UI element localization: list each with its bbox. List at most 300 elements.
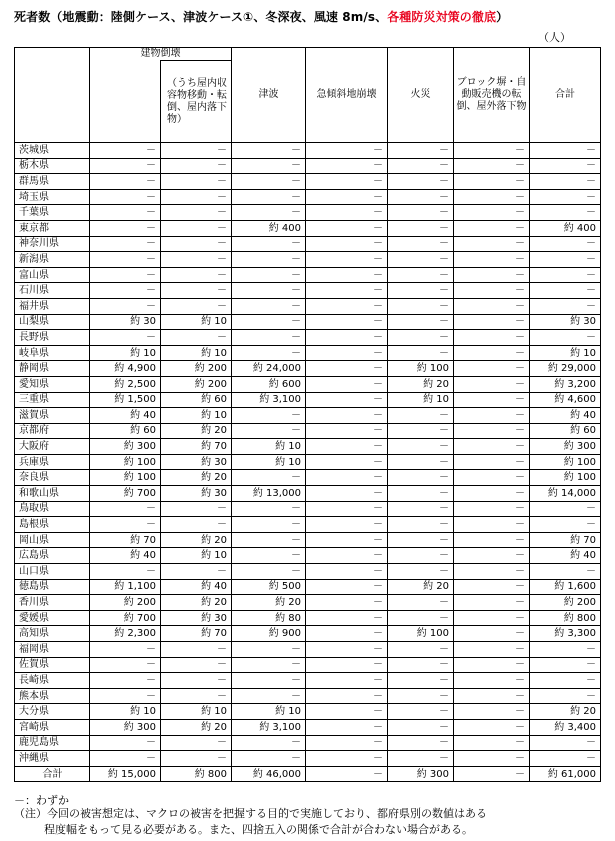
value-cell: － (232, 735, 306, 751)
prefecture-cell: 山梨県 (15, 314, 90, 330)
value-cell: － (454, 423, 530, 439)
value-cell: 約 200 (161, 361, 232, 377)
value-cell: － (388, 673, 454, 689)
value-cell: － (232, 642, 306, 658)
value-cell: － (90, 501, 161, 517)
value-cell: 約 3,400 (530, 719, 601, 735)
value-cell: － (388, 704, 454, 720)
value-cell: － (161, 267, 232, 283)
value-cell: － (232, 517, 306, 533)
header-block: ブロック塀・自動販売機の転倒、屋外落下物 (454, 48, 530, 143)
value-cell: － (530, 564, 601, 580)
value-cell: 約 400 (232, 220, 306, 236)
value-cell: 約 400 (530, 220, 601, 236)
value-cell: － (306, 345, 388, 361)
prefecture-cell: 和歌山県 (15, 486, 90, 502)
value-cell: － (306, 766, 388, 782)
value-cell: 約 20 (388, 579, 454, 595)
value-cell: － (306, 532, 388, 548)
value-cell: － (454, 501, 530, 517)
value-cell: 約 1,500 (90, 392, 161, 408)
value-cell: － (530, 267, 601, 283)
value-cell: 約 60 (530, 423, 601, 439)
value-cell: － (90, 642, 161, 658)
table-row (15, 719, 601, 735)
value-cell: 約 10 (232, 454, 306, 470)
value-cell: － (454, 673, 530, 689)
value-cell: 約 10 (161, 704, 232, 720)
value-cell: － (161, 735, 232, 751)
value-cell: － (90, 657, 161, 673)
value-cell: － (530, 735, 601, 751)
value-cell: － (454, 548, 530, 564)
value-cell: － (454, 751, 530, 767)
value-cell: － (306, 330, 388, 346)
table-row (15, 205, 601, 221)
value-cell: － (454, 688, 530, 704)
value-cell: 約 100 (90, 470, 161, 486)
table-row (15, 735, 601, 751)
value-cell: 約 700 (90, 486, 161, 502)
value-cell: － (454, 626, 530, 642)
table-row (15, 361, 601, 377)
value-cell: － (454, 252, 530, 268)
value-cell: 約 1,600 (530, 579, 601, 595)
value-cell: － (161, 688, 232, 704)
value-cell: 約 3,300 (530, 626, 601, 642)
value-cell: － (306, 626, 388, 642)
value-cell: － (232, 408, 306, 424)
prefecture-cell: 鳥取県 (15, 501, 90, 517)
prefecture-cell: 茨城県 (15, 143, 90, 159)
value-cell: － (388, 267, 454, 283)
casualty-table (14, 47, 601, 782)
value-cell: 約 500 (232, 579, 306, 595)
value-cell: － (161, 220, 232, 236)
header-total: 合計 (530, 48, 601, 143)
table-row (15, 532, 601, 548)
value-cell: － (90, 267, 161, 283)
value-cell: － (388, 330, 454, 346)
value-cell: － (454, 439, 530, 455)
table-row (15, 579, 601, 595)
value-cell: － (454, 158, 530, 174)
prefecture-cell: 新潟県 (15, 252, 90, 268)
value-cell: － (232, 252, 306, 268)
value-cell: － (161, 236, 232, 252)
prefecture-cell: 山口県 (15, 564, 90, 580)
value-cell: － (306, 314, 388, 330)
value-cell: － (388, 517, 454, 533)
value-cell: － (306, 673, 388, 689)
value-cell: － (90, 330, 161, 346)
value-cell: 約 40 (161, 579, 232, 595)
header-fire: 火災 (388, 48, 454, 143)
value-cell: － (306, 486, 388, 502)
value-cell: － (454, 345, 530, 361)
table-row (15, 158, 601, 174)
value-cell: 約 60 (90, 423, 161, 439)
value-cell: － (90, 735, 161, 751)
value-cell: － (306, 610, 388, 626)
value-cell: － (306, 517, 388, 533)
value-cell: － (388, 143, 454, 159)
value-cell: 約 80 (232, 610, 306, 626)
value-cell: － (530, 688, 601, 704)
value-cell: － (454, 376, 530, 392)
value-cell: 約 200 (90, 595, 161, 611)
value-cell: 約 30 (530, 314, 601, 330)
value-cell: － (388, 298, 454, 314)
value-cell: 約 300 (90, 439, 161, 455)
value-cell: 約 100 (530, 454, 601, 470)
prefecture-cell: 福岡県 (15, 642, 90, 658)
value-cell: 約 61,000 (530, 766, 601, 782)
value-cell: － (388, 595, 454, 611)
value-cell: － (454, 642, 530, 658)
value-cell: － (90, 236, 161, 252)
value-cell: － (306, 252, 388, 268)
value-cell: － (306, 189, 388, 205)
value-cell: － (232, 189, 306, 205)
value-cell: 約 900 (232, 626, 306, 642)
value-cell: － (90, 205, 161, 221)
value-cell: － (90, 517, 161, 533)
value-cell: － (388, 657, 454, 673)
title-highlight: 各種防災対策の徹底 (387, 10, 497, 24)
value-cell: － (530, 143, 601, 159)
table-row (15, 688, 601, 704)
value-cell: － (306, 143, 388, 159)
value-cell: － (530, 283, 601, 299)
prefecture-cell: 埼玉県 (15, 189, 90, 205)
value-cell: － (90, 158, 161, 174)
value-cell: 約 30 (161, 454, 232, 470)
value-cell: － (232, 158, 306, 174)
value-cell: － (306, 642, 388, 658)
value-cell: － (454, 314, 530, 330)
value-cell: 約 40 (90, 408, 161, 424)
prefecture-cell: 富山県 (15, 267, 90, 283)
value-cell: － (161, 642, 232, 658)
value-cell: － (530, 330, 601, 346)
value-cell: 約 30 (161, 610, 232, 626)
title-prefix: 死者数（地震動：陸側ケース、津波ケース①、冬深夜、風速 8m/s、 (14, 10, 388, 24)
value-cell: － (90, 174, 161, 190)
value-cell: － (454, 189, 530, 205)
title-suffix: ） (496, 10, 509, 24)
value-cell: － (388, 220, 454, 236)
prefecture-cell: 高知県 (15, 626, 90, 642)
table-row (15, 673, 601, 689)
prefecture-cell: 石川県 (15, 283, 90, 299)
value-cell: － (454, 470, 530, 486)
value-cell: 約 20 (161, 719, 232, 735)
value-cell: － (306, 439, 388, 455)
value-cell: － (454, 220, 530, 236)
value-cell: 約 1,100 (90, 579, 161, 595)
value-cell: － (306, 158, 388, 174)
value-cell: － (232, 283, 306, 299)
prefecture-cell: 栃木県 (15, 158, 90, 174)
header-prefecture (15, 48, 90, 143)
table-row (15, 345, 601, 361)
value-cell: 約 4,900 (90, 361, 161, 377)
prefecture-cell: 静岡県 (15, 361, 90, 377)
header-tsunami: 津波 (232, 48, 306, 143)
value-cell: － (306, 376, 388, 392)
value-cell: － (388, 642, 454, 658)
value-cell: 約 300 (388, 766, 454, 782)
value-cell: － (232, 267, 306, 283)
value-cell: － (232, 532, 306, 548)
table-row (15, 267, 601, 283)
prefecture-cell: 大分県 (15, 704, 90, 720)
value-cell: － (454, 657, 530, 673)
value-cell: － (454, 735, 530, 751)
table-row (15, 376, 601, 392)
value-cell: － (232, 501, 306, 517)
value-cell: － (454, 564, 530, 580)
value-cell: － (454, 267, 530, 283)
footnote-line-2: 程度幅をもって見る必要がある。また、四捨五入の関係で合計が合わない場合がある。 (44, 823, 473, 836)
value-cell: 約 40 (90, 548, 161, 564)
table-row (15, 657, 601, 673)
value-cell: － (388, 688, 454, 704)
table-row (15, 392, 601, 408)
prefecture-cell: 沖縄県 (15, 751, 90, 767)
table-row (15, 564, 601, 580)
prefecture-cell: 千葉県 (15, 205, 90, 221)
value-cell: 約 100 (388, 361, 454, 377)
table-row (15, 704, 601, 720)
value-cell: － (232, 423, 306, 439)
prefecture-cell: 岐阜県 (15, 345, 90, 361)
prefecture-cell: 広島県 (15, 548, 90, 564)
value-cell: － (306, 564, 388, 580)
value-cell: － (388, 548, 454, 564)
prefecture-cell: 兵庫県 (15, 454, 90, 470)
value-cell: － (306, 220, 388, 236)
value-cell: 約 10 (161, 345, 232, 361)
table-row (15, 330, 601, 346)
value-cell: － (161, 517, 232, 533)
value-cell: 約 70 (161, 626, 232, 642)
value-cell: － (388, 408, 454, 424)
table-row (15, 439, 601, 455)
value-cell: 約 10 (232, 439, 306, 455)
value-cell: － (232, 470, 306, 486)
value-cell: － (306, 454, 388, 470)
prefecture-cell: 長野県 (15, 330, 90, 346)
document-title (14, 8, 508, 25)
total-row (15, 766, 601, 782)
value-cell: 約 200 (161, 376, 232, 392)
value-cell: 約 29,000 (530, 361, 601, 377)
value-cell: 約 70 (161, 439, 232, 455)
value-cell: 約 10 (90, 345, 161, 361)
value-cell: 約 20 (161, 423, 232, 439)
value-cell: － (306, 236, 388, 252)
value-cell: 約 100 (90, 454, 161, 470)
value-cell: － (388, 564, 454, 580)
table-row (15, 252, 601, 268)
value-cell: － (161, 298, 232, 314)
value-cell: － (306, 751, 388, 767)
table-row (15, 470, 601, 486)
value-cell: 約 70 (90, 532, 161, 548)
value-cell: － (306, 470, 388, 486)
value-cell: － (388, 252, 454, 268)
table-row (15, 174, 601, 190)
value-cell: － (232, 205, 306, 221)
value-cell: 約 10 (161, 408, 232, 424)
value-cell: － (306, 205, 388, 221)
value-cell: － (306, 657, 388, 673)
value-cell: 約 20 (161, 595, 232, 611)
value-cell: － (388, 439, 454, 455)
value-cell: － (232, 688, 306, 704)
prefecture-cell: 神奈川県 (15, 236, 90, 252)
prefecture-cell: 島根県 (15, 517, 90, 533)
value-cell: 約 3,200 (530, 376, 601, 392)
value-cell: － (388, 751, 454, 767)
value-cell: － (161, 501, 232, 517)
value-cell: 約 2,300 (90, 626, 161, 642)
header-building-blank (90, 61, 161, 143)
value-cell: 約 60 (161, 392, 232, 408)
table-row (15, 283, 601, 299)
table-row (15, 517, 601, 533)
prefecture-cell: 大阪府 (15, 439, 90, 455)
value-cell: － (530, 205, 601, 221)
value-cell: － (388, 345, 454, 361)
value-cell: － (388, 189, 454, 205)
value-cell: － (306, 423, 388, 439)
value-cell: － (306, 579, 388, 595)
value-cell: － (90, 283, 161, 299)
prefecture-cell: 滋賀県 (15, 408, 90, 424)
value-cell: － (90, 220, 161, 236)
value-cell: － (388, 283, 454, 299)
value-cell: － (161, 252, 232, 268)
prefecture-cell: 佐賀県 (15, 657, 90, 673)
value-cell: － (90, 751, 161, 767)
value-cell: 約 10 (161, 548, 232, 564)
prefecture-cell: 合計 (15, 766, 90, 782)
value-cell: － (232, 330, 306, 346)
value-cell: 約 20 (161, 470, 232, 486)
prefecture-cell: 熊本県 (15, 688, 90, 704)
value-cell: － (454, 392, 530, 408)
value-cell: － (388, 719, 454, 735)
value-cell: 約 24,000 (232, 361, 306, 377)
value-cell: － (454, 143, 530, 159)
value-cell: 約 700 (90, 610, 161, 626)
value-cell: － (454, 298, 530, 314)
value-cell: 約 3,100 (232, 392, 306, 408)
value-cell: － (306, 688, 388, 704)
value-cell: － (232, 548, 306, 564)
value-cell: － (388, 501, 454, 517)
value-cell: 約 600 (232, 376, 306, 392)
value-cell: － (388, 314, 454, 330)
value-cell: － (454, 205, 530, 221)
value-cell: － (161, 564, 232, 580)
prefecture-cell: 岡山県 (15, 532, 90, 548)
value-cell: － (232, 143, 306, 159)
footnote-line-1: （注）今回の被害想定は、マクロの被害を把握する目的で実施しており、都府県別の数値はある (14, 807, 487, 820)
prefecture-cell: 京都府 (15, 423, 90, 439)
prefecture-cell: 三重県 (15, 392, 90, 408)
table-row (15, 423, 601, 439)
prefecture-cell: 香川県 (15, 595, 90, 611)
value-cell: － (161, 330, 232, 346)
prefecture-cell: 群馬県 (15, 174, 90, 190)
value-cell: 約 14,000 (530, 486, 601, 502)
value-cell: － (388, 610, 454, 626)
header-building-sub: （うち屋内収容物移動・転倒、屋内落下物） (161, 61, 232, 143)
value-cell: － (454, 361, 530, 377)
value-cell: 約 10 (388, 392, 454, 408)
value-cell: － (454, 766, 530, 782)
value-cell: 約 3,100 (232, 719, 306, 735)
value-cell: 約 30 (161, 486, 232, 502)
value-cell: 約 10 (530, 345, 601, 361)
value-cell: － (306, 361, 388, 377)
table-row (15, 751, 601, 767)
value-cell: － (161, 673, 232, 689)
value-cell: － (388, 423, 454, 439)
value-cell: 約 40 (530, 408, 601, 424)
value-cell: － (388, 532, 454, 548)
value-cell: － (454, 330, 530, 346)
value-cell: － (90, 564, 161, 580)
table-row (15, 236, 601, 252)
value-cell: － (530, 501, 601, 517)
value-cell: － (232, 751, 306, 767)
unit-label: （人） (538, 31, 571, 44)
value-cell: － (454, 579, 530, 595)
value-cell: － (530, 751, 601, 767)
table-row (15, 408, 601, 424)
value-cell: － (232, 314, 306, 330)
value-cell: － (530, 642, 601, 658)
value-cell: － (232, 298, 306, 314)
value-cell: － (306, 595, 388, 611)
value-cell: 約 10 (90, 704, 161, 720)
prefecture-cell: 宮崎県 (15, 719, 90, 735)
value-cell: 約 10 (161, 314, 232, 330)
value-cell: 約 100 (530, 470, 601, 486)
value-cell: － (232, 673, 306, 689)
value-cell: － (161, 158, 232, 174)
header-building: 建物倒壊 (90, 48, 232, 61)
value-cell: － (161, 283, 232, 299)
value-cell: 約 300 (90, 719, 161, 735)
value-cell: － (454, 236, 530, 252)
value-cell: 約 70 (530, 532, 601, 548)
value-cell: － (306, 392, 388, 408)
value-cell: － (454, 704, 530, 720)
value-cell: － (454, 486, 530, 502)
value-cell: － (232, 174, 306, 190)
value-cell: － (161, 143, 232, 159)
value-cell: － (530, 236, 601, 252)
value-cell: － (306, 174, 388, 190)
table-row (15, 220, 601, 236)
value-cell: 約 46,000 (232, 766, 306, 782)
